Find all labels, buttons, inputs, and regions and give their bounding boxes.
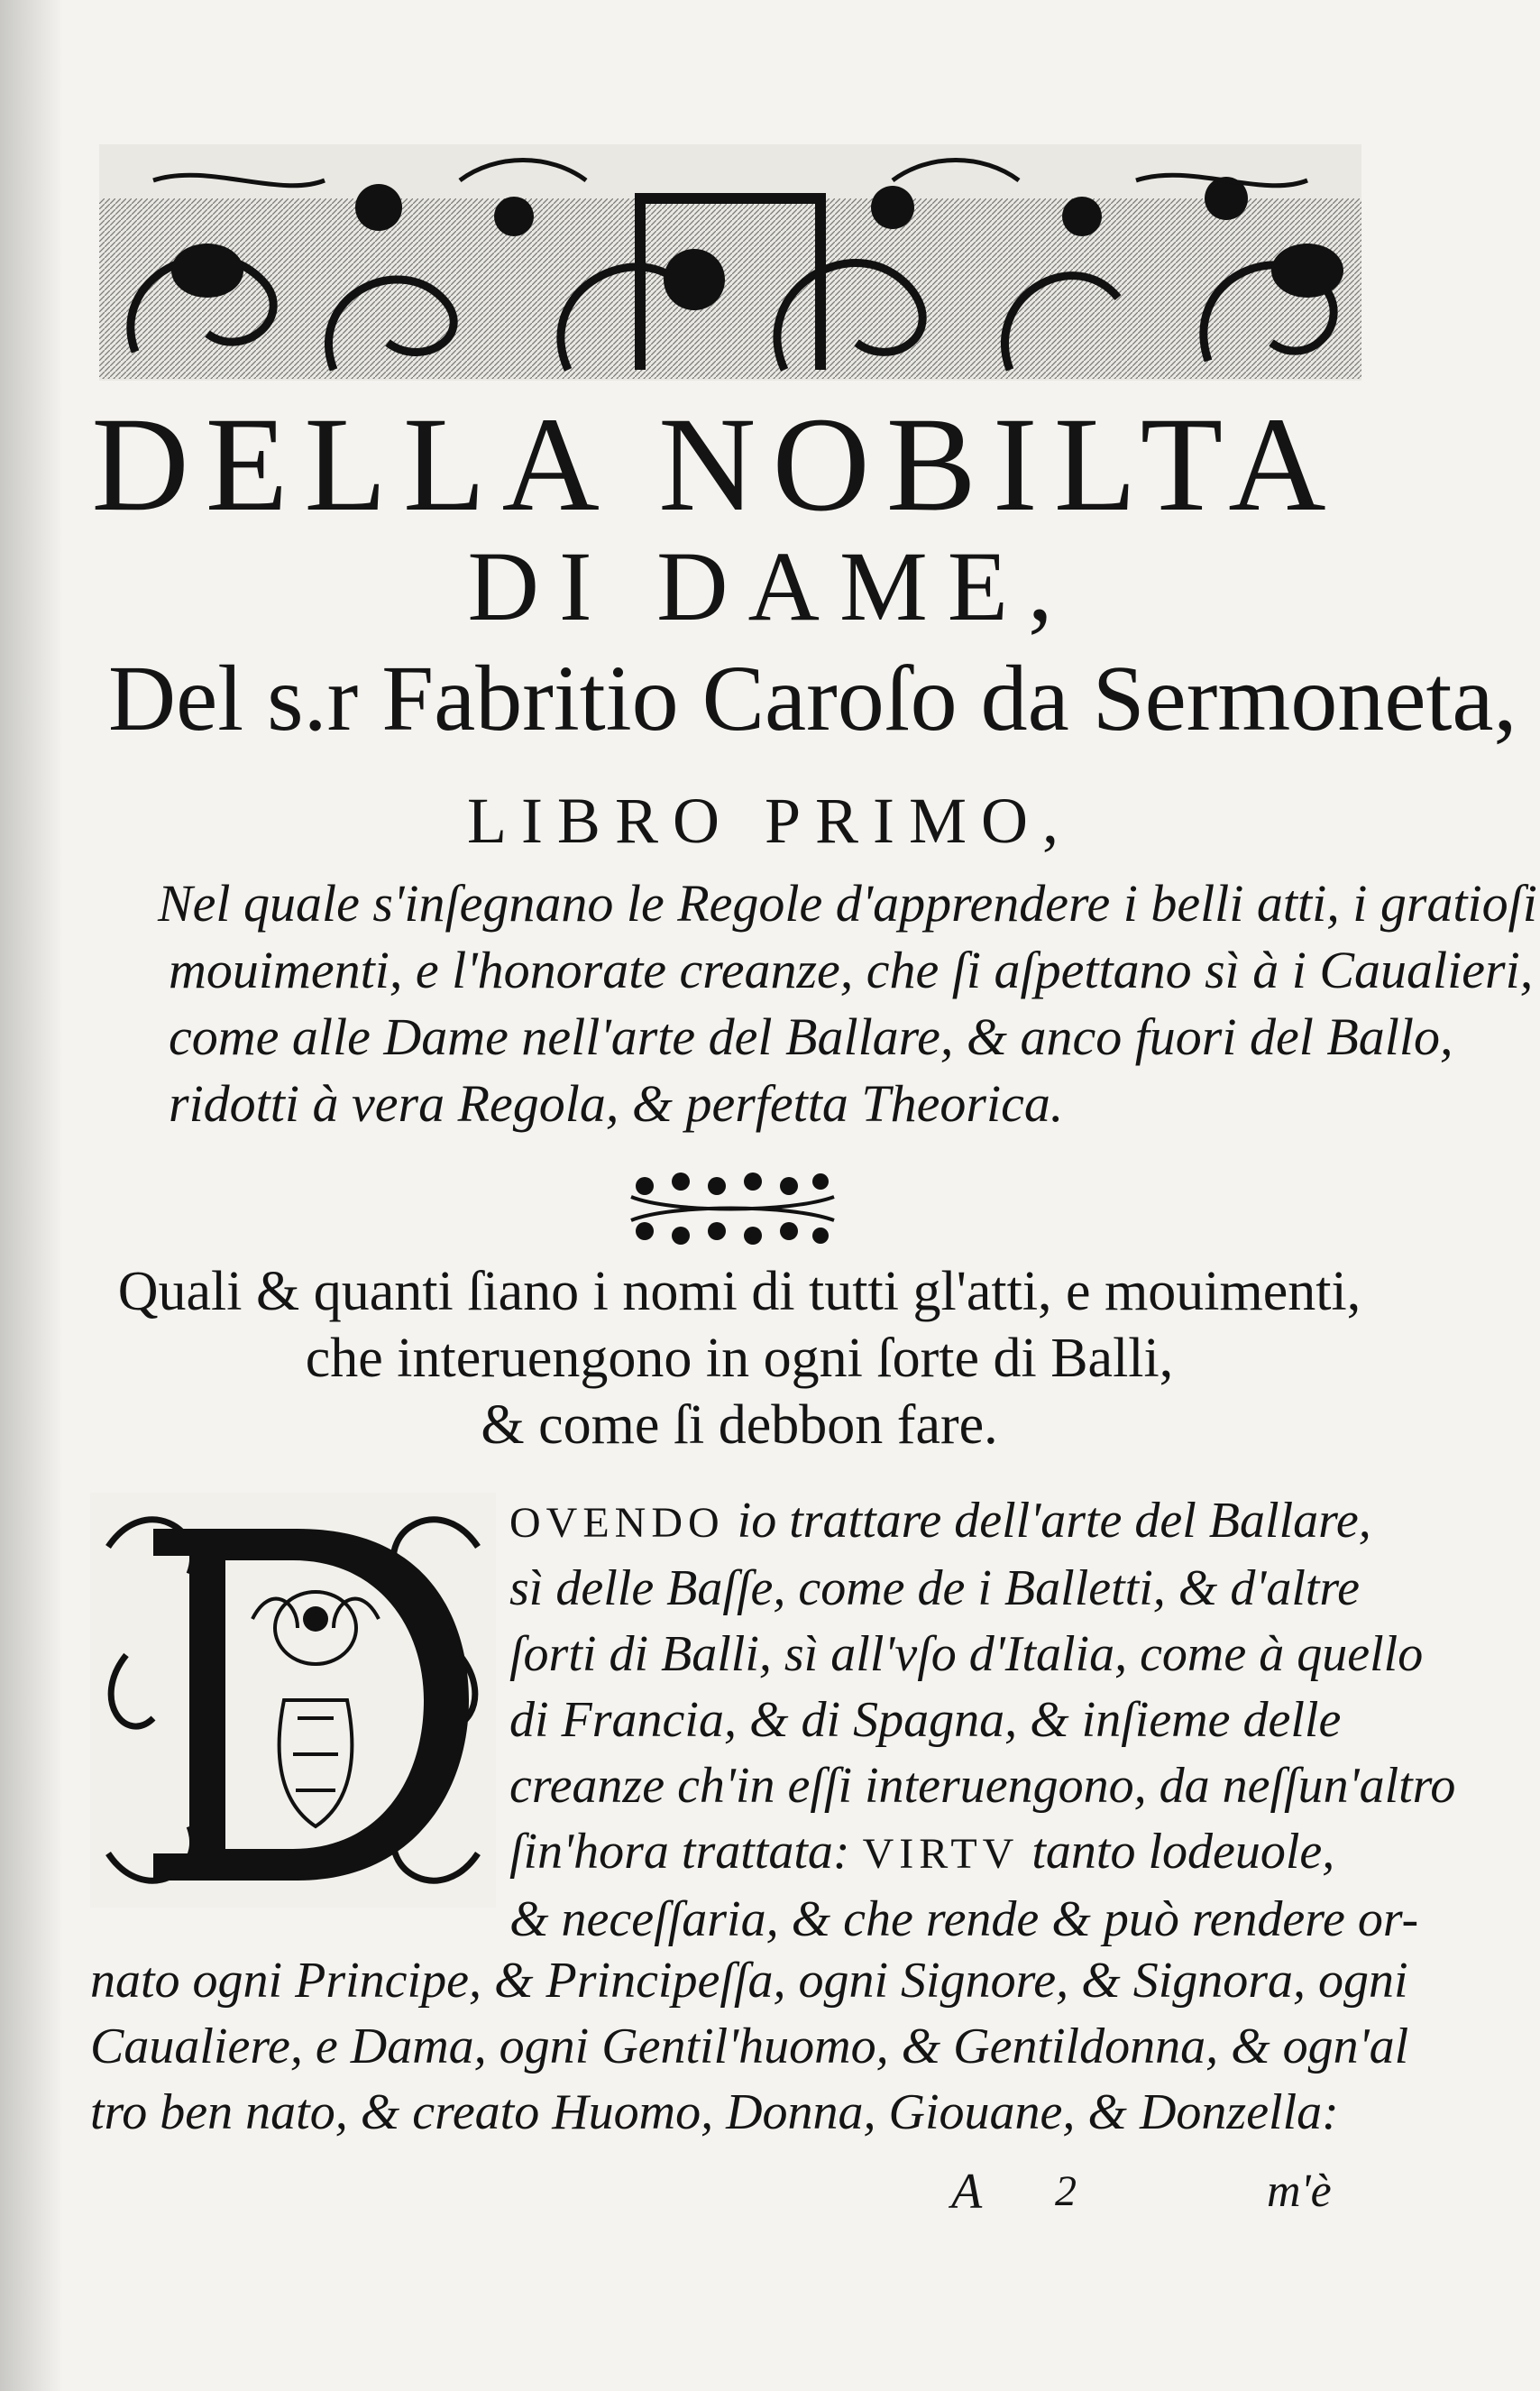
- body-line: nato ogni Principe, & Principeſſa, ogni Signore, & Signora, ogni: [90, 1953, 1408, 2009]
- title-line-2: DI DAME,: [467, 531, 1073, 641]
- subtitle-line: come alle Dame nell'arte del Ballare, & anco fuori del Ballo,: [169, 1007, 1453, 1066]
- body-line: ſorti di Balli, sì all'vſo d'Italia, come à quello: [509, 1626, 1424, 1682]
- body-line-text: ſin'hora trattata:: [509, 1824, 863, 1880]
- body-line: Caualiere, e Dama, ogni Gentil'huomo, & Gentildonna, & ogn'al: [90, 2019, 1409, 2074]
- body-text-full: [90, 1948, 1409, 2146]
- title-line-1: DELLA NOBILTA: [91, 390, 1343, 539]
- body-line: sì delle Baſſe, come de i Balletti, & d'altre: [509, 1560, 1361, 1616]
- smallcaps-virtu: VIRTV: [862, 1830, 1020, 1878]
- body-line: & neceſſaria, & che rende & può rendere or-: [509, 1891, 1419, 1947]
- body-line: [509, 1819, 1375, 1887]
- body-line: tro ben nato, & creato Huomo, Donna, Giouane, & Donzella:: [90, 2084, 1339, 2140]
- chapter-heading: [99, 1258, 1380, 1458]
- body-line: [509, 1488, 1375, 1556]
- subtitle-block: [158, 870, 1537, 1137]
- fleuron-ornament: [618, 1159, 843, 1258]
- subtitle-line: mouimenti, e l'honorate creanze, che ſi aſpettano sì à i Caualieri,: [169, 941, 1534, 999]
- body-text-indented: [509, 1488, 1456, 1953]
- heading-line: & come ſi debbon fare.: [481, 1394, 998, 1456]
- decorated-initial-d: [90, 1493, 496, 1908]
- heading-line: che interuengono in ogni ſorte di Balli,: [305, 1328, 1174, 1389]
- subtitle-line: Nel quale s'inſegnano le Regole d'apprendere i belli atti, i gratioſi: [158, 874, 1537, 933]
- page-number: 2: [1055, 2167, 1077, 2215]
- ornamental-headpiece: [99, 144, 1361, 381]
- signature-mark: A: [951, 2164, 983, 2220]
- author-line: Del s.r Fabritio Caroſo da Sermoneta,: [108, 647, 1517, 750]
- body-line-text: io trattare dell'arte del Ballare,: [724, 1493, 1371, 1549]
- body-line: di Francia, & di Spagna, & inſieme delle: [509, 1692, 1342, 1748]
- body-line: creanze ch'in eſſi interuengono, da neſſun'altro: [509, 1758, 1456, 1814]
- body-line-text: tanto lodeuole,: [1019, 1824, 1335, 1880]
- book-number: LIBRO PRIMO,: [466, 785, 1074, 857]
- heading-line: Quali & quanti ſiano i nomi di tutti gl'atti, e mouimenti,: [117, 1261, 1361, 1322]
- subtitle-line: ridotti à vera Regola, & perfetta Theorica.: [169, 1074, 1064, 1133]
- page-edge-shadow: [0, 0, 63, 2391]
- catchword: m'è: [1267, 2166, 1332, 2217]
- smallcaps-opening: OVENDO: [509, 1499, 725, 1547]
